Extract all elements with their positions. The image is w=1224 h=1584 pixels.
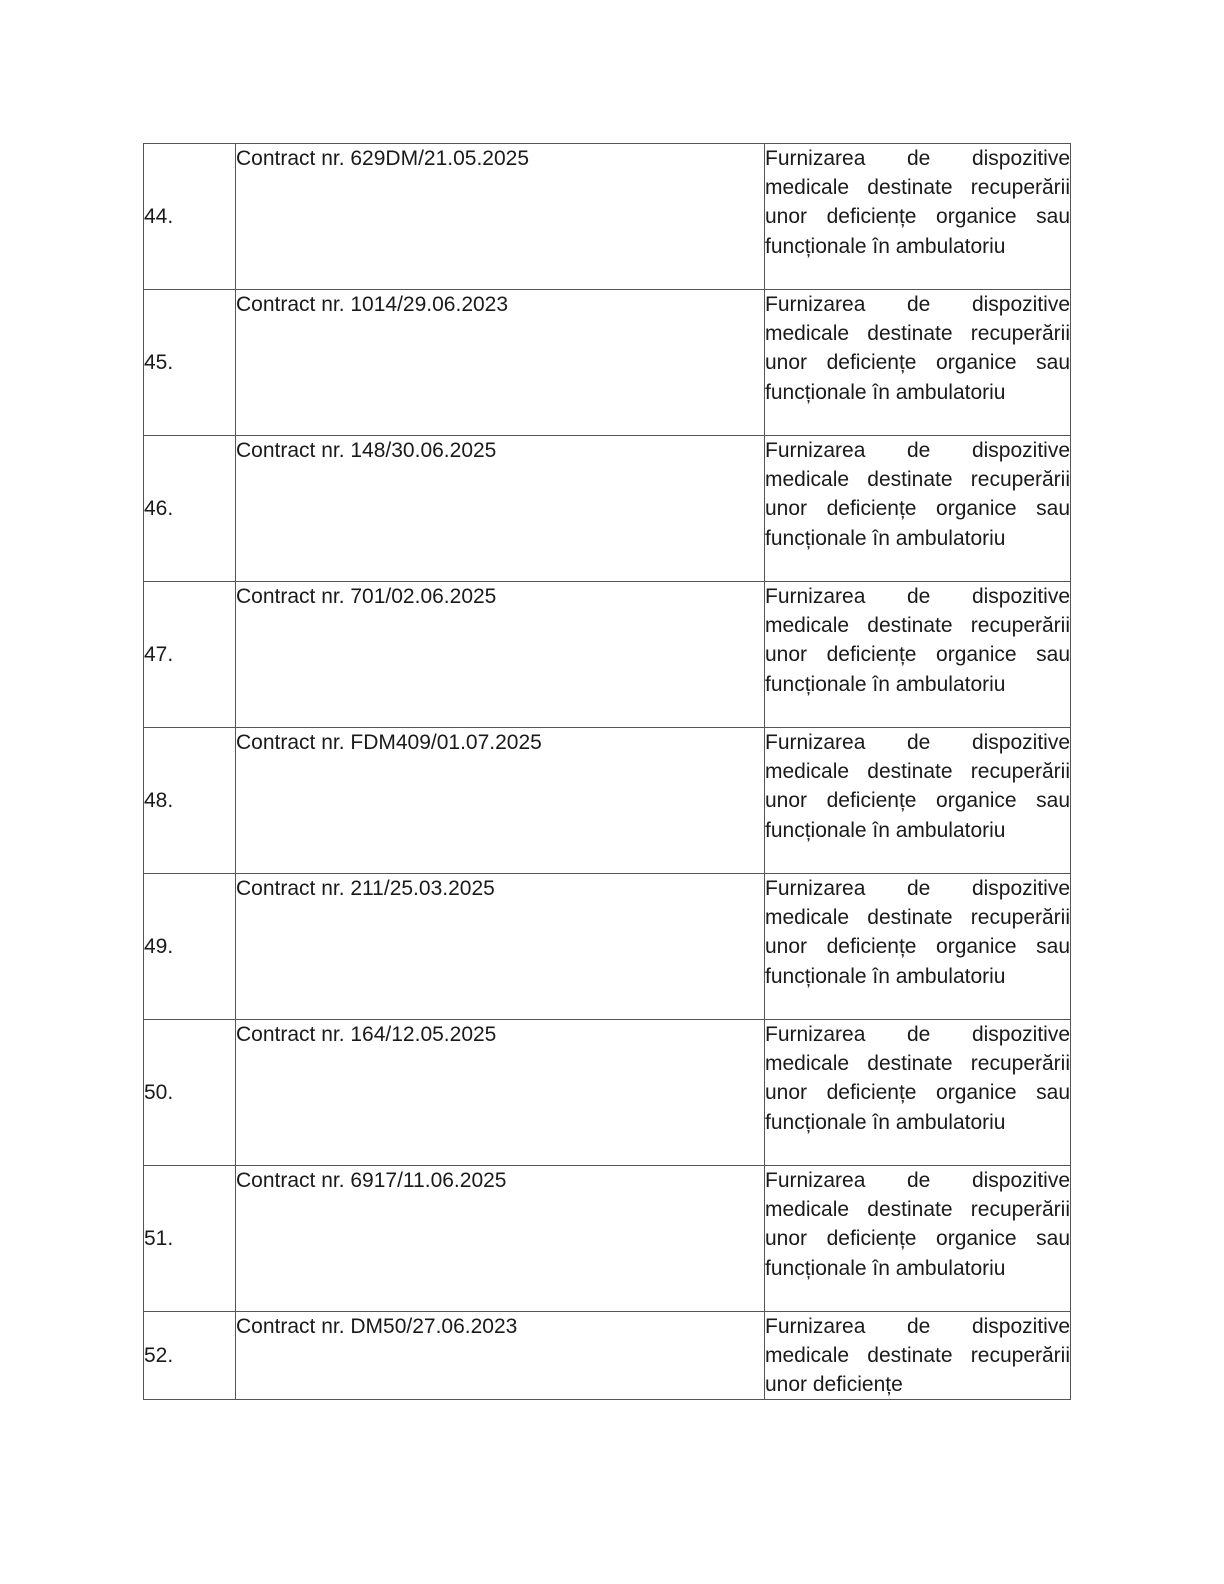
contract-description [765, 582, 1071, 728]
row-number: 50. [144, 1020, 236, 1166]
contract-description [765, 1312, 1071, 1400]
row-number: 46. [144, 436, 236, 582]
table-row [144, 582, 1071, 728]
contract-reference: Contract nr. FDM409/01.07.2025 [236, 728, 765, 874]
row-number: 49. [144, 874, 236, 1020]
contract-reference: Contract nr. 164/12.05.2025 [236, 1020, 765, 1166]
table-row [144, 1312, 1071, 1400]
description-text: Furnizarea de dispozitive medicale destinate recuperării unor deficiențe organice sau funcționale în ambulatoriu [765, 439, 1070, 550]
description-text: Furnizarea de dispozitive medicale destinate recuperării unor deficiențe [765, 1315, 1070, 1397]
table-row [144, 436, 1071, 582]
contract-reference: Contract nr. DM50/27.06.2023 [236, 1312, 765, 1400]
contract-reference: Contract nr. 148/30.06.2025 [236, 436, 765, 582]
description-text: Furnizarea de dispozitive medicale destinate recuperării unor deficiențe organice sau funcționale în ambulatoriu [765, 877, 1070, 988]
contract-reference: Contract nr. 6917/11.06.2025 [236, 1166, 765, 1312]
row-number: 48. [144, 728, 236, 874]
contract-reference: Contract nr. 1014/29.06.2023 [236, 290, 765, 436]
table-row [144, 1020, 1071, 1166]
table-row [144, 874, 1071, 1020]
row-number: 45. [144, 290, 236, 436]
row-number: 52. [144, 1312, 236, 1400]
contract-description [765, 1020, 1071, 1166]
description-text: Furnizarea de dispozitive medicale destinate recuperării unor deficiențe organice sau funcționale în ambulatoriu [765, 1023, 1070, 1134]
contract-description [765, 290, 1071, 436]
description-text: Furnizarea de dispozitive medicale destinate recuperării unor deficiențe organice sau funcționale în ambulatoriu [765, 293, 1070, 404]
contract-description [765, 874, 1071, 1020]
description-text: Furnizarea de dispozitive medicale destinate recuperării unor deficiențe organice sau funcționale în ambulatoriu [765, 731, 1070, 842]
contracts-table [143, 143, 1071, 1400]
description-text: Furnizarea de dispozitive medicale destinate recuperării unor deficiențe organice sau funcționale în ambulatoriu [765, 147, 1070, 258]
row-number: 51. [144, 1166, 236, 1312]
row-number: 47. [144, 582, 236, 728]
contract-reference: Contract nr. 211/25.03.2025 [236, 874, 765, 1020]
contract-description [765, 728, 1071, 874]
contract-reference: Contract nr. 701/02.06.2025 [236, 582, 765, 728]
table-row [144, 1166, 1071, 1312]
table-row [144, 290, 1071, 436]
contract-description [765, 1166, 1071, 1312]
contract-reference: Contract nr. 629DM/21.05.2025 [236, 144, 765, 290]
contract-description [765, 144, 1071, 290]
table-row [144, 728, 1071, 874]
description-text: Furnizarea de dispozitive medicale destinate recuperării unor deficiențe organice sau funcționale în ambulatoriu [765, 585, 1070, 696]
table-row [144, 144, 1071, 290]
description-text: Furnizarea de dispozitive medicale destinate recuperării unor deficiențe organice sau funcționale în ambulatoriu [765, 1169, 1070, 1280]
contract-description [765, 436, 1071, 582]
row-number: 44. [144, 144, 236, 290]
